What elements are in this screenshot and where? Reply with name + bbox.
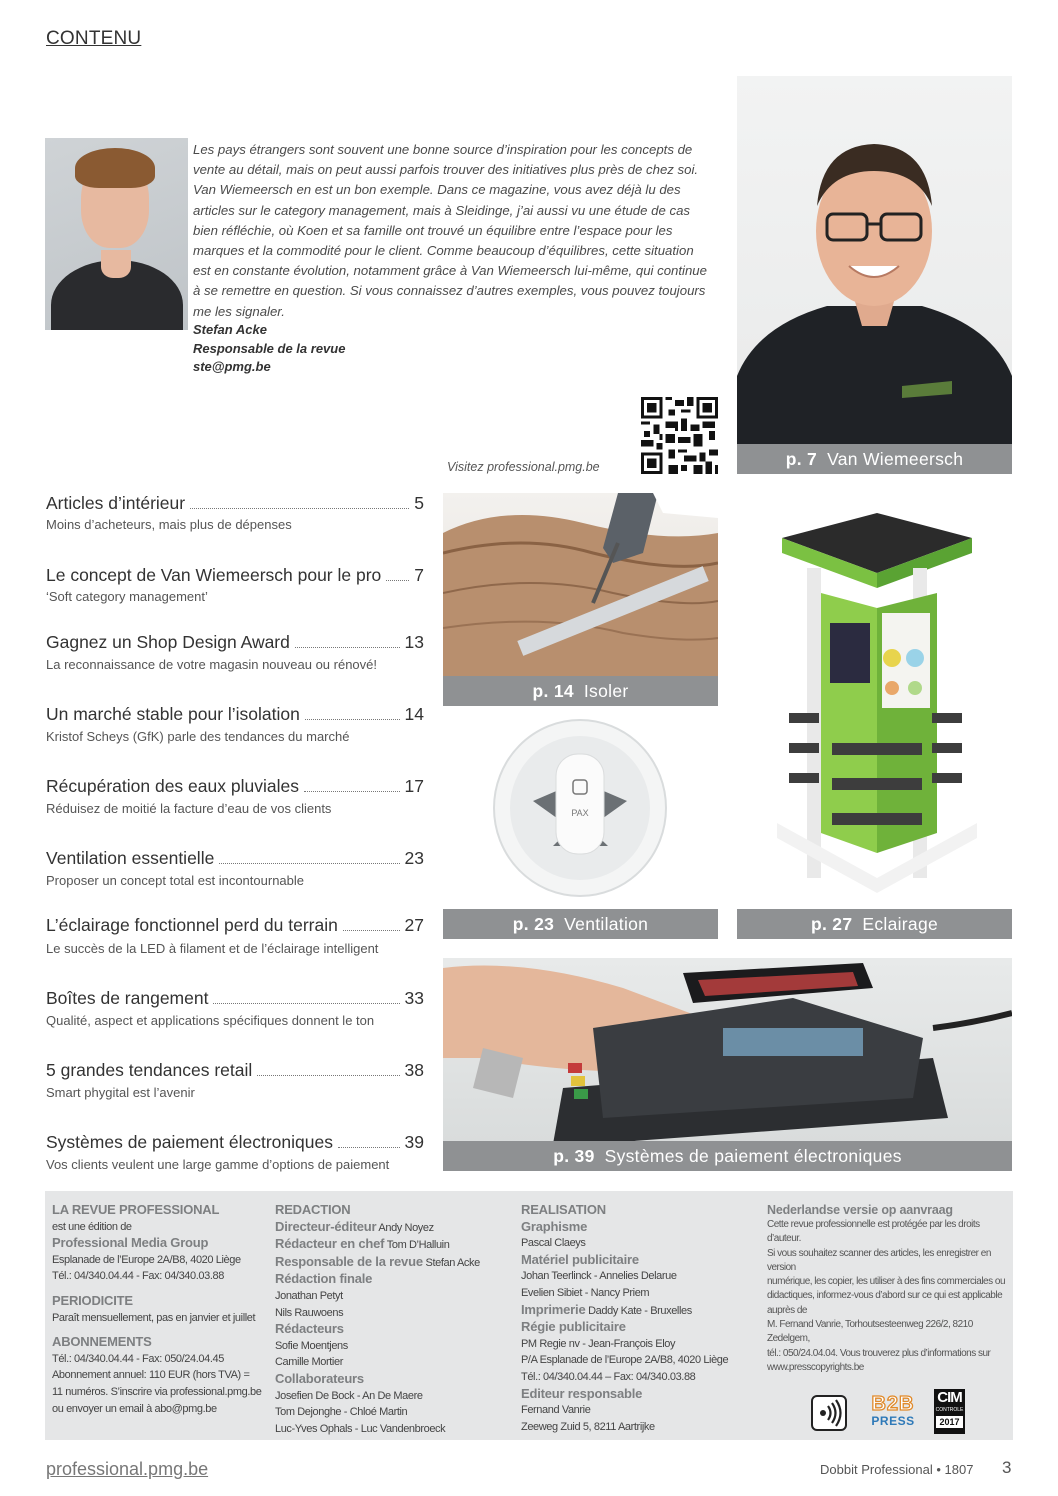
- toc-entry-subtitle: Proposer un concept total est incontournable: [46, 873, 305, 888]
- toc-entry-subtitle: Vos clients veulent une large gamme d’options de paiement: [46, 1157, 390, 1172]
- colophon-realisation: [521, 1202, 761, 1435]
- colophon-line: Cette revue professionnelle est protégée par les droits d’auteur.: [767, 1219, 980, 1245]
- photo-eclairage: [737, 493, 1012, 903]
- toc-entry-title: Récupération des eaux pluviales: [46, 776, 299, 796]
- cim-logo-mark: CIM: [937, 1389, 962, 1406]
- toc-entry[interactable]: [46, 915, 424, 936]
- toc-entry-title: Gagnez un Shop Design Award: [46, 632, 290, 652]
- cim-logo-text: CONTROLE: [935, 1407, 964, 1413]
- toc-entry-page: 13: [404, 632, 424, 652]
- toc-entry-title: Ventilation essentielle: [46, 848, 215, 868]
- colophon-person: Camille Mortier: [275, 1356, 343, 1369]
- b2b-logo-mark: B2B: [871, 1393, 915, 1415]
- footer-publication: Dobbit Professional • 1807: [820, 1462, 974, 1477]
- caption-label: Van Wiemeersch: [827, 448, 964, 469]
- caption-page: p. 39: [553, 1145, 595, 1166]
- colophon-legal: [767, 1202, 1007, 1375]
- colophon-line: Tél.: 04/340.04.44 - Fax: 050/24.04.45: [52, 1352, 224, 1365]
- toc-entry-subtitle: La reconnaissance de votre magasin nouveau ou rénové!: [46, 657, 377, 672]
- toc-entry-page: 38: [404, 1060, 424, 1080]
- colophon-role: Rédacteurs: [275, 1321, 344, 1337]
- toc-entry-title: 5 grandes tendances retail: [46, 1060, 253, 1080]
- fan-brand-label: PAX: [571, 808, 589, 818]
- photo-van-wiemeersch: [737, 76, 1012, 445]
- page-number: 3: [1002, 1458, 1012, 1477]
- colophon-person: Josefien De Bock - An De Maere: [275, 1389, 423, 1402]
- colophon-role: Rédaction finale: [275, 1271, 373, 1287]
- toc-entry[interactable]: [46, 1132, 424, 1153]
- caption-label: Isoler: [583, 680, 629, 701]
- toc-entry-page: 39: [404, 1132, 424, 1152]
- caption-page: p. 23: [512, 913, 555, 934]
- toc-entry-page: 17: [404, 776, 424, 796]
- toc-entry-subtitle: Smart phygital est l’avenir: [46, 1085, 195, 1100]
- caption-isoler[interactable]: [443, 676, 718, 706]
- colophon-person: Fernand Vanrie: [521, 1404, 591, 1417]
- toc-entry-title: Articles d’intérieur: [46, 493, 186, 513]
- toc-entry-page: 27: [404, 915, 424, 935]
- colophon-role: Imprimerie: [521, 1301, 586, 1317]
- colophon-person: Daddy Kate - Bruxelles: [588, 1304, 692, 1317]
- toc-entry-subtitle: Qualité, aspect et applications spécifiques donnent le ton: [46, 1013, 375, 1028]
- toc-entry-page: 14: [404, 704, 424, 724]
- colophon-line: 11 numéros. S’inscrire via professional.pmg.be: [52, 1385, 262, 1398]
- photo-paiement: [443, 958, 1012, 1144]
- colophon-line: Esplanade de l’Europe 2A/B8, 4020 Liège: [52, 1253, 241, 1266]
- colophon-person: Andy Noyez: [378, 1221, 434, 1234]
- colophon-line: ou envoyer un email à abo@pmg.be: [52, 1402, 217, 1415]
- toc-entry[interactable]: [46, 988, 424, 1009]
- colophon-line: numérique, les copier, les utiliser à des fins commerciales ou: [767, 1276, 1006, 1288]
- colophon-role: Responsable de la revue: [275, 1253, 423, 1269]
- toc-entry[interactable]: [46, 776, 424, 797]
- colophon-line: Tél.: 04/340.04.44 – Fax: 04/340.03.88: [521, 1370, 696, 1383]
- colophon-role: Régie publicitaire: [521, 1319, 626, 1335]
- section-title: CONTENU: [46, 28, 142, 49]
- caption-ventilation[interactable]: [443, 909, 718, 939]
- colophon-role: Rédacteur en chef: [275, 1236, 385, 1252]
- colophon-heading: PERIODICITE: [52, 1292, 133, 1308]
- cim-logo-year: 2017: [936, 1416, 963, 1428]
- colophon-person: Tom D’Halluin: [386, 1239, 450, 1252]
- colophon-publisher: [52, 1202, 267, 1417]
- colophon-role: Matériel publicitaire: [521, 1251, 639, 1267]
- toc-entry[interactable]: [46, 848, 424, 869]
- colophon-heading: REALISATION: [521, 1202, 606, 1217]
- toc-entry-subtitle: Réduisez de moitié la facture d’eau de vos clients: [46, 801, 332, 816]
- toc-entry-page: 33: [404, 988, 424, 1008]
- toc-entry-title: Le concept de Van Wiemeersch pour le pro: [46, 565, 382, 585]
- colophon-line: tél.: 050/24.04.04. Vous trouverez plus d’informations sur: [767, 1347, 991, 1359]
- colophon-line: Paraît mensuellement, pas en janvier et juillet: [52, 1311, 256, 1324]
- photo-isolation: [443, 493, 718, 677]
- toc-entry-subtitle: Le succès de la LED à filament et de l’éclairage intelligent: [46, 941, 379, 956]
- toc-entry-page: 23: [404, 848, 424, 868]
- caption-eclairage[interactable]: [737, 909, 1012, 939]
- toc-entry-subtitle: Kristof Scheys (GfK) parle des tendances du marché: [46, 729, 350, 744]
- sound-waves-icon: [811, 1395, 847, 1431]
- colophon-heading: Nederlandse versie op aanvraag: [767, 1203, 953, 1217]
- colophon-line: est une édition de: [52, 1220, 132, 1233]
- colophon-person: PM Regie nv - Jean-François Eloy: [521, 1337, 676, 1350]
- colophon-person: Sofie Moentjens: [275, 1339, 348, 1352]
- editor-portrait: [45, 138, 188, 330]
- colophon-redaction: [275, 1202, 515, 1437]
- editorial-role: Responsable de la revue: [193, 341, 346, 356]
- caption-paiement[interactable]: [443, 1141, 1012, 1171]
- footer-website-link[interactable]: professional.pmg.be: [46, 1459, 209, 1479]
- colophon-role: Collaborateurs: [275, 1370, 364, 1386]
- colophon-person: Evelien Sibiet - Nancy Priem: [521, 1286, 650, 1299]
- toc-entry-title: Boîtes de rangement: [46, 988, 209, 1008]
- colophon-person: Nils Rauwoens: [275, 1306, 344, 1319]
- photo-ventilation: [443, 706, 718, 910]
- colophon-person: Pascal Claeys: [521, 1237, 586, 1250]
- colophon-heading: REDACTION: [275, 1202, 351, 1217]
- b2b-logo-text: PRESS: [871, 1414, 915, 1428]
- colophon-person: Jonathan Petyt: [275, 1289, 343, 1302]
- b2b-press-logo: [868, 1394, 918, 1428]
- editorial-author: Stefan Acke: [193, 322, 267, 337]
- toc-entry-page: 5: [414, 493, 424, 513]
- caption-page: p. 14: [532, 680, 574, 701]
- editorial-text: Les pays étrangers sont souvent une bonne source d’inspiration pour les concepts de vente au détail, mais on peut aussi parfois trouver des initiatives plus près de chez soi. Van Wiemeersch en est un bon exemple. Dans ce magazine, vous avez déjà lu des articles sur le category management, mais à Sleidinge, j’ai aussi vu une étude de cas bien réfléchie, où Koen et sa famille ont trouvé un équilibre entre l’espace pour les marques et la commodité pour le client. Comme beaucoup d’équilibres, cette situation est en constante évolution, notamment grâce à Van Wiemeersch lui-même, qui continue à se remettre en question. Si vous connaissez d’autres exemples, vous pouvez toujours me les signaler.: [193, 142, 707, 319]
- caption-label: Systèmes de paiement électroniques: [604, 1145, 902, 1166]
- toc-entry-subtitle: ‘Soft category management’: [46, 589, 208, 604]
- cim-logo: [934, 1389, 965, 1434]
- toc-entry-title: Un marché stable pour l’isolation: [46, 704, 300, 724]
- toc-entry[interactable]: [46, 493, 424, 514]
- caption-van-wiemeersch[interactable]: [737, 444, 1012, 474]
- toc-entry[interactable]: [46, 632, 424, 653]
- colophon-line: P/A Esplanade de l’Europe 2A/B8, 4020 Liège: [521, 1354, 729, 1367]
- toc-entry-page: 7: [414, 565, 424, 585]
- colophon-line: Tél.: 04/340.04.44 - Fax: 04/340.03.88: [52, 1270, 224, 1283]
- colophon-role: Graphisme: [521, 1218, 588, 1234]
- colophon-link[interactable]: www.presscopyrights.be: [767, 1361, 864, 1373]
- colophon-person: Tom Dejonghe - Chloé Martin: [275, 1406, 408, 1419]
- colophon-role: Editeur responsable: [521, 1385, 643, 1401]
- colophon-line: Si vous souhaitez scanner des articles, les enregistrer en version: [767, 1247, 991, 1273]
- visit-website-text[interactable]: Visitez professional.pmg.be: [447, 460, 600, 474]
- caption-label: Ventilation: [564, 913, 649, 934]
- caption-page: p. 27: [810, 913, 853, 934]
- colophon-line: M. Fernand Vanrie, Torhoutsesteenweg 226/2, 8210 Zedelgem,: [767, 1319, 973, 1345]
- colophon-org: Professional Media Group: [52, 1235, 209, 1251]
- colophon-person: Stefan Acke: [425, 1256, 480, 1269]
- toc-entry[interactable]: [46, 704, 424, 725]
- colophon-line: Abonnement annuel: 110 EUR (hors TVA) =: [52, 1369, 250, 1382]
- colophon-person: Luc-Yves Ophals - Luc Vandenbroeck: [275, 1422, 446, 1435]
- toc-entry-title: Systèmes de paiement électroniques: [46, 1132, 333, 1152]
- caption-label: Eclairage: [862, 913, 939, 934]
- toc-entry-subtitle: Moins d’acheteurs, mais plus de dépenses: [46, 517, 292, 532]
- editorial-email[interactable]: ste@pmg.be: [193, 359, 271, 374]
- colophon-line: didactiques, informez-vous d’abord sur ce qui est applicable auprès de: [767, 1290, 1003, 1316]
- colophon-person: Johan Teerlinck - Annelies Delarue: [521, 1270, 677, 1283]
- qr-code-icon[interactable]: [641, 397, 718, 474]
- toc-entry[interactable]: [46, 565, 424, 586]
- colophon-heading: ABONNEMENTS: [52, 1334, 152, 1350]
- toc-entry-title: L’éclairage fonctionnel perd du terrain: [46, 915, 338, 935]
- colophon-heading: LA REVUE PROFESSIONAL: [52, 1202, 220, 1217]
- toc-entry[interactable]: [46, 1060, 424, 1081]
- colophon-line: Zeeweg Zuid 5, 8211 Aartrijke: [521, 1420, 655, 1433]
- caption-page: p. 7: [785, 448, 818, 469]
- colophon-role: Directeur-éditeur: [275, 1218, 377, 1234]
